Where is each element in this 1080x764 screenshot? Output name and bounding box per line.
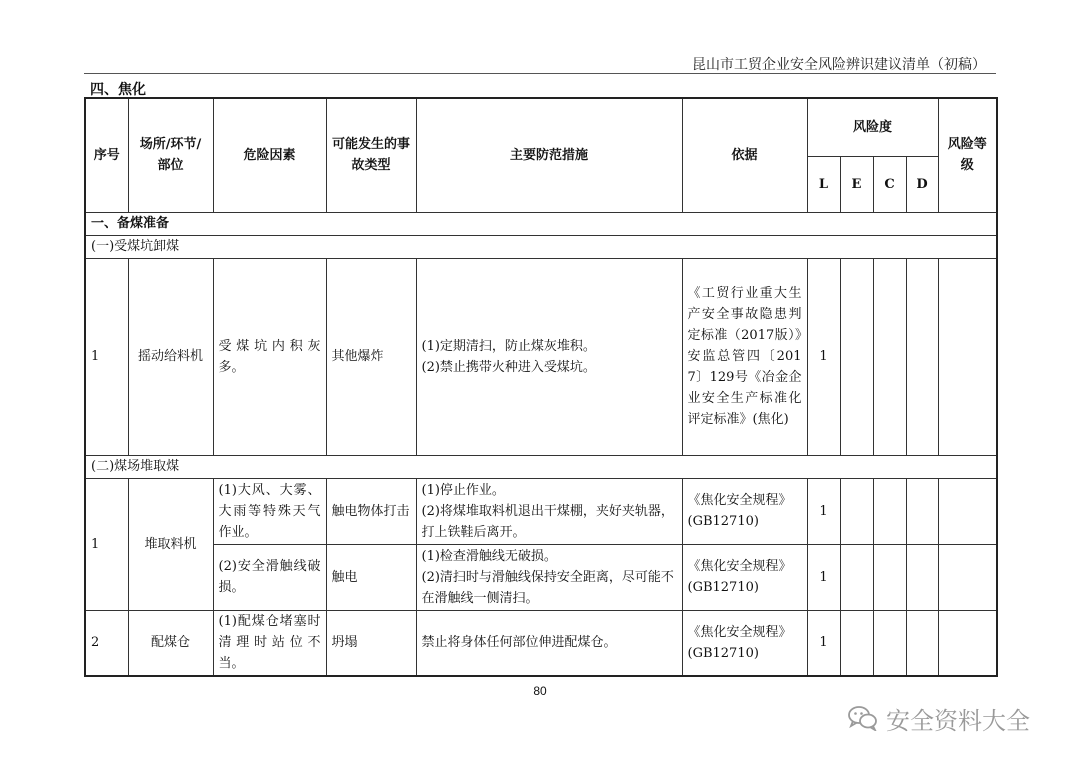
row-l: 1 [807, 478, 840, 544]
risk-table [84, 97, 998, 677]
subcategory-title: (二)煤场堆取煤 [85, 455, 997, 478]
measure-item: (2)禁止携带火种进入受煤坑。 [421, 359, 596, 375]
table-row [85, 610, 997, 676]
row-measures [416, 258, 682, 455]
row-place: 配煤仓 [128, 610, 213, 676]
wechat-icon [848, 705, 878, 731]
row-e [840, 258, 873, 455]
subcategory-title: (一)受煤坑卸煤 [85, 235, 997, 258]
header-l: L [807, 156, 840, 212]
row-l: 1 [807, 610, 840, 676]
header-accident: 可能发生的事故类型 [326, 98, 416, 212]
header-basis: 依据 [682, 98, 807, 212]
row-seq: 2 [85, 610, 128, 676]
row-risk-level [938, 478, 997, 544]
header-hazard: 危险因素 [213, 98, 326, 212]
row-measures [416, 544, 682, 610]
header-row [85, 98, 997, 156]
row-accident: 坍塌 [326, 610, 416, 676]
row-basis: 《工贸行业重大生产安全事故隐患判定标准（2017版）》安监总管四〔2017〕129号《冶金企业安全生产标准化评定标准》(焦化) [682, 258, 807, 455]
header-measures: 主要防范措施 [416, 98, 682, 212]
row-accident: 触电物体打击 [326, 478, 416, 544]
header-title: 昆山市工贸企业安全风险辨识建议清单（初稿） [692, 57, 986, 73]
row-e [840, 610, 873, 676]
header-risk-level: 风险等级 [938, 98, 997, 212]
header-e: E [840, 156, 873, 212]
header-place: 场所/环节/部位 [128, 98, 213, 212]
row-accident: 触电 [326, 544, 416, 610]
watermark-text: 安全资料大全 [886, 706, 1030, 735]
row-seq: 1 [85, 258, 128, 455]
row-risk-level [938, 544, 997, 610]
row-c [873, 478, 906, 544]
row-place: 堆取料机 [128, 478, 213, 610]
row-c [873, 544, 906, 610]
row-hazard: (1)大风、大雾、大雨等特殊天气作业。 [213, 478, 326, 544]
category-row [85, 212, 997, 235]
page-number: 80 [533, 684, 547, 698]
row-d [906, 258, 938, 455]
row-basis: 《焦化安全规程》(GB12710) [682, 610, 807, 676]
row-basis: 《焦化安全规程》(GB12710) [682, 544, 807, 610]
row-e [840, 478, 873, 544]
header-rule [84, 73, 996, 74]
row-d [906, 478, 938, 544]
row-seq: 1 [85, 478, 128, 610]
table-row [85, 544, 997, 610]
row-basis: 《焦化安全规程》(GB12710) [682, 478, 807, 544]
table-row [85, 258, 997, 455]
header-c: C [873, 156, 906, 212]
row-accident: 其他爆炸 [326, 258, 416, 455]
watermark [848, 700, 1030, 736]
row-e [840, 544, 873, 610]
row-l: 1 [807, 258, 840, 455]
row-hazard: (1)配煤仓堵塞时清理时站位不当。 [213, 610, 326, 676]
row-risk-level [938, 258, 997, 455]
row-hazard: 受煤坑内积灰多。 [213, 258, 326, 455]
row-d [906, 610, 938, 676]
measure-item: (1)定期清扫，防止煤灰堆积。 [421, 338, 596, 354]
row-measures [416, 478, 682, 544]
measure-item: (2)清扫时与滑触线保持安全距离，尽可能不在滑触线一侧清扫。 [421, 569, 674, 606]
section-title: 四、焦化 [90, 82, 146, 98]
category-title: 一、备煤准备 [85, 212, 997, 235]
subcategory-row [85, 235, 997, 258]
row-risk-level [938, 610, 997, 676]
row-measures [416, 610, 682, 676]
row-l: 1 [807, 544, 840, 610]
header-d: D [906, 156, 938, 212]
measure-item: (1)停止作业。 [421, 482, 505, 498]
measure-item: (2)将煤堆取料机退出干煤棚，夹好夹轨器，打上铁鞋后离开。 [421, 503, 674, 540]
header-seq: 序号 [85, 98, 128, 212]
row-hazard: (2)安全滑触线破损。 [213, 544, 326, 610]
row-c [873, 610, 906, 676]
measure-item: 禁止将身体任何部位伸进配煤仓。 [421, 635, 617, 651]
row-d [906, 544, 938, 610]
row-c [873, 258, 906, 455]
subcategory-row [85, 455, 997, 478]
row-place: 摇动给料机 [128, 258, 213, 455]
table-row [85, 478, 997, 544]
measure-item: (1)检查滑触线无破损。 [421, 548, 557, 564]
header-risk-degree: 风险度 [807, 98, 938, 156]
